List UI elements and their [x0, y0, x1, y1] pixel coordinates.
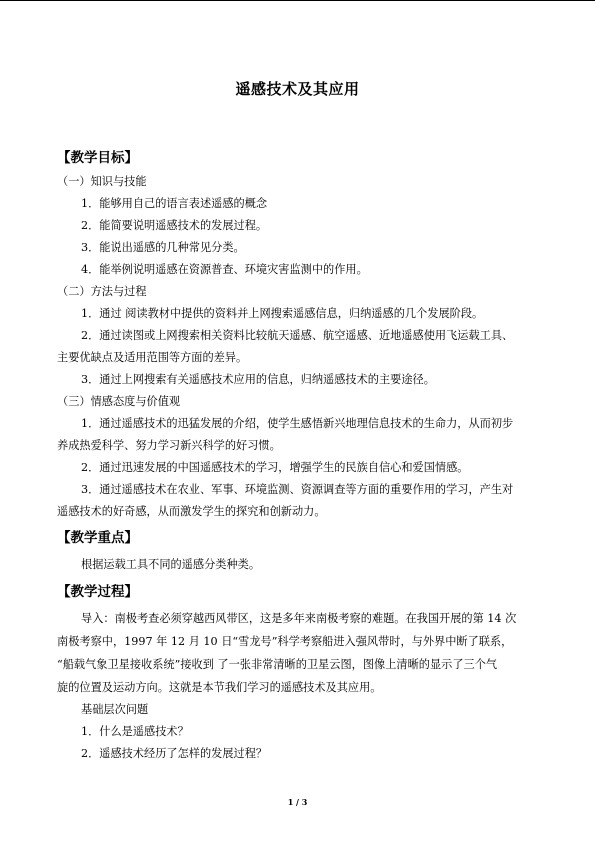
list-item: 2．遥感技术经历了怎样的发展过程？ [81, 747, 268, 760]
list-item: 1．通过遥感技术的迅猛发展的介绍，使学生感悟新兴地理信息技术的生命力，从而初步 [81, 417, 514, 430]
list-item-continuation: 养成热爱科学、努力学习新兴科学的好习惯。 [57, 439, 281, 452]
subheading-basic-questions: 基础层次问题 [81, 703, 149, 716]
list-item: 3．通过上网搜索有关遥感技术应用的信息，归纳遥感技术的主要途径。 [81, 373, 435, 386]
list-item: 1．什么是遥感技术？ [81, 725, 189, 738]
document-title: 遥感技术及其应用 [235, 80, 360, 98]
paragraph-line: 南极考察中，1997 年 12 月 10 日“雪龙号”科学考察船进入强风带时，与外界中断了联系， [57, 635, 513, 648]
subheading-knowledge: （一）知识与技能 [57, 175, 147, 188]
list-item-continuation: 主要优缺点及适用范围等方面的差异。 [57, 351, 248, 364]
list-item-continuation: 遥感技术的好奇感，从而激发学生的探究和创新动力。 [57, 505, 326, 518]
section-heading-keypoints: 【教学重点】 [57, 530, 138, 546]
paragraph-line: 导入：南极考查必须穿越西风带区，这是多年来南极考察的难题。在我国开展的第 14 次 [81, 612, 517, 625]
page-number: 1 / 3 [287, 797, 308, 807]
subheading-attitudes: （三）情感态度与价值观 [57, 395, 181, 408]
subheading-methods: （二）方法与过程 [57, 285, 147, 298]
paragraph-line: 旋的位置及运动方向。这就是本节我们学习的遥感技术及其应用。 [57, 681, 382, 694]
list-item: 2．能简要说明遥感技术的发展过程。 [81, 219, 268, 232]
list-item: 1．通过 阅读教材中提供的资料并上网搜索遥感信息，归纳遥感的几个发展阶段。 [81, 307, 484, 320]
section-heading-objectives: 【教学目标】 [57, 150, 138, 166]
section-heading-process: 【教学过程】 [57, 584, 138, 600]
list-item: 3．能说出遥感的几种常见分类。 [81, 241, 245, 254]
list-item: 2．通过迅速发展的中国遥感技术的学习，增强学生的民族自信心和爱国情感。 [81, 461, 469, 474]
page-top-rule [0, 0, 595, 1]
list-item: 4．能举例说明遥感在资源普查、环境灾害监测中的作用。 [81, 263, 368, 276]
paragraph-line: “船载气象卫星接收系统”接收到 了一张非常清晰的卫星云图，图像上清晰的显示了三个气 [57, 658, 498, 671]
list-item: 2．通过读图或上网搜索相关资料比较航天遥感、航空遥感、近地遥感使用飞运载工具、 [81, 329, 514, 342]
list-item: 1．能够用自己的语言表述遥感的概念 [81, 197, 268, 210]
list-item: 3．通过遥感技术在农业、军事、环境监测、资源调查等方面的重要作用的学习，产生对 [81, 483, 514, 496]
paragraph: 根据运载工具不同的遥感分类种类。 [81, 558, 261, 571]
